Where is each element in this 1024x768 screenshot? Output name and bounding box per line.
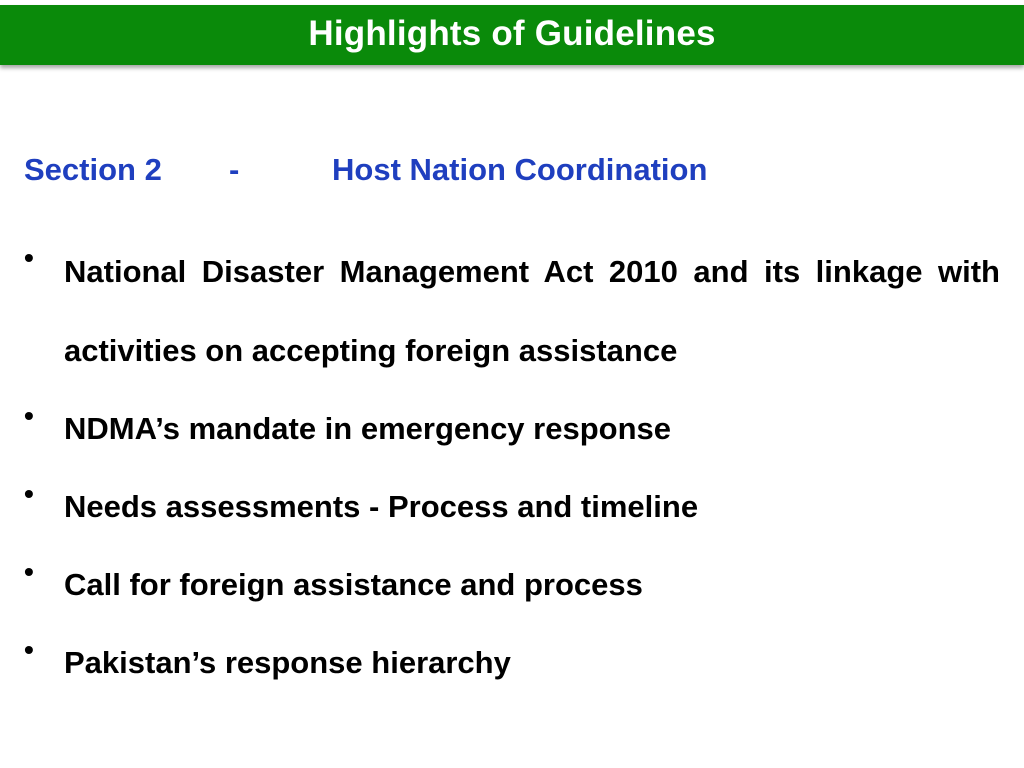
list-item bbox=[24, 546, 1000, 624]
bullet-text: Pakistan’s response hierarchy bbox=[64, 645, 511, 680]
section-separator: - bbox=[229, 152, 240, 187]
bullet-icon: • bbox=[24, 634, 34, 665]
bullet-icon: • bbox=[24, 400, 34, 431]
bullet-icon: • bbox=[24, 556, 34, 587]
bullet-text: Needs assessments - Process and timeline bbox=[64, 489, 699, 524]
section-topic: Host Nation Coordination bbox=[332, 152, 708, 187]
list-item bbox=[24, 624, 1000, 702]
bullet-list bbox=[24, 232, 1000, 702]
bullet-icon: • bbox=[24, 478, 34, 509]
slide-title: Highlights of Guidelines bbox=[308, 14, 716, 53]
bullet-text: NDMA’s mandate in emergency response bbox=[64, 411, 671, 446]
list-item bbox=[24, 390, 1000, 468]
title-bar bbox=[0, 5, 1024, 65]
list-item bbox=[24, 232, 1000, 390]
bullet-text: National Disaster Management Act 2010 and its linkage with activities on accepting foreign assistance bbox=[64, 254, 1000, 368]
bullet-text: Call for foreign assistance and process bbox=[64, 567, 643, 602]
list-item bbox=[24, 468, 1000, 546]
section-label: Section 2 bbox=[24, 152, 162, 187]
bullet-icon: • bbox=[24, 242, 34, 273]
